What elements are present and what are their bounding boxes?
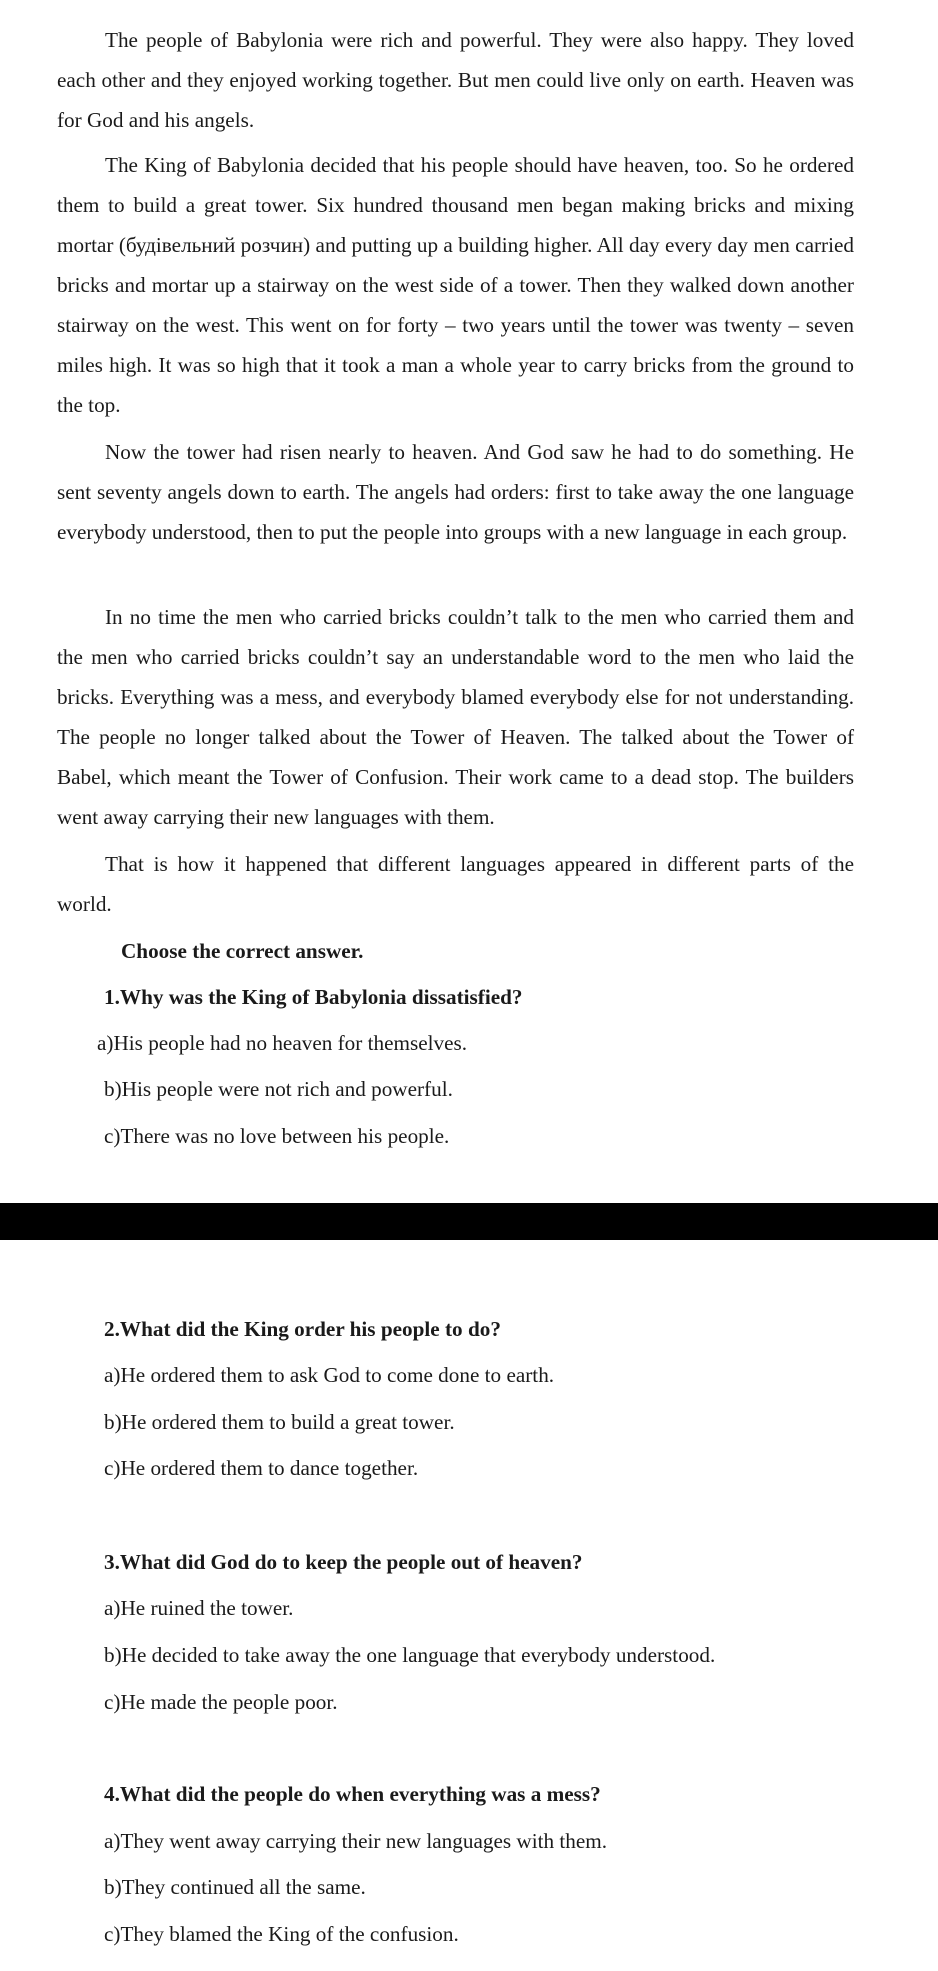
question-1-option-c: c)There was no love between his people.	[104, 1124, 450, 1148]
passage-paragraph-2: The King of Babylonia decided that his people should have heaven, too. So he ordered them to build a great tower. Six hundred thousand men began making bricks and mixing mortar (будівельний розчин) and putting up a building higher. All day every day men carried bricks and mortar up a stairway on the west side of a tower. Then they walked down another stairway on the west. This went on for forty – two years until the tower was twenty – seven miles high. It was so high that it took a man a whole year to carry bricks from the ground to the top.	[57, 153, 854, 417]
question-4: 4.What did the people do when everything was a mess?	[104, 1782, 601, 1806]
question-4-option-b: b)They continued all the same.	[104, 1875, 366, 1899]
passage-paragraph-3: Now the tower had risen nearly to heaven. And God saw he had to do something. He sent seventy angels down to earth. The angels had orders: first to take away the one language everybody understood, then to put the people into groups with a new language in each group.	[57, 440, 854, 544]
question-1-option-a: a)His people had no heaven for themselves.	[97, 1031, 468, 1055]
question-1: 1.Why was the King of Babylonia dissatisfied?	[104, 985, 523, 1009]
question-2-option-c: c)He ordered them to dance together.	[104, 1456, 419, 1480]
question-2: 2.What did the King order his people to do?	[104, 1317, 501, 1341]
question-2-option-b: b)He ordered them to build a great tower.	[104, 1410, 455, 1434]
question-3-option-c: c)He made the people poor.	[104, 1690, 338, 1714]
question-3-option-b: b)He decided to take away the one language that everybody understood.	[104, 1643, 716, 1667]
question-4-option-a: a)They went away carrying their new languages with them.	[104, 1829, 608, 1853]
passage-paragraph-4: In no time the men who carried bricks couldn’t talk to the men who carried them and the men who carried bricks couldn’t say an understandable word to the men who laid the bricks. Everything was a mess, and everybody blamed everybody else for not understanding. The people no longer talked about the Tower of Heaven. The talked about the Tower of Babel, which meant the Tower of Confusion. Their work came to a dead stop. The builders went away carrying their new languages with them.	[57, 605, 854, 829]
question-3: 3.What did God do to keep the people out of heaven?	[104, 1550, 583, 1574]
question-3-option-a: a)He ruined the tower.	[104, 1596, 294, 1620]
question-1-option-b: b)His people were not rich and powerful.	[104, 1077, 453, 1101]
instructions-heading: Choose the correct answer.	[121, 939, 364, 963]
cropped-text-fragment	[420, 0, 480, 6]
question-4-option-c: c)They blamed the King of the confusion.	[104, 1922, 459, 1946]
passage-paragraph-5: That is how it happened that different languages appeared in different parts of the world.	[57, 852, 854, 916]
question-2-option-a: a)He ordered them to ask God to come done to earth.	[104, 1363, 555, 1387]
passage-paragraph-1: The people of Babylonia were rich and powerful. They were also happy. They loved each other and they enjoyed working together. But men could live only on earth. Heaven was for God and his angels.	[57, 28, 854, 132]
page-separator-band	[0, 1203, 938, 1240]
